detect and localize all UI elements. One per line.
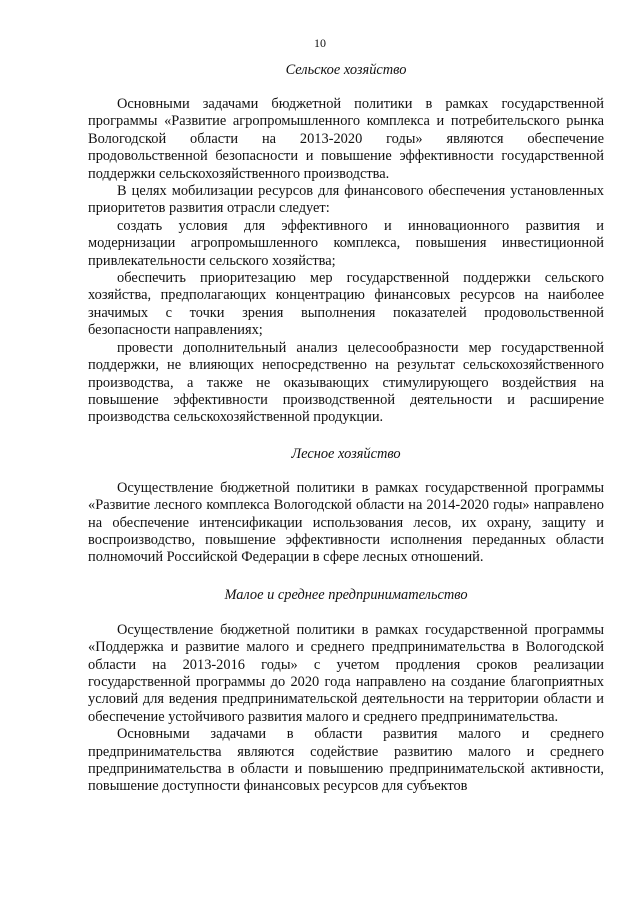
section-heading-agriculture: Сельское хозяйство <box>285 62 407 78</box>
page-content <box>88 62 604 796</box>
list-item-paragraph: создать условия для эффективного и инновационного развития и модернизации агропромышленного комплекса, повышения инвестиционной привлекательности сельского хозяйства; <box>88 217 604 269</box>
paragraph: Основными задачами в области развития малого и среднего предпринимательства являются содействие развитию малого и среднего предпринимательства в области и повышению предпринимательской активности, повышение доступности финансовых ресурсов для субъектов <box>88 726 604 795</box>
paragraph: Основными задачами бюджетной политики в рамках государственной программы «Развитие агропромышленного комплекса и потребительского рынка Вологодской области на 2013-2020 годы» являются обеспечение продовольственной безопасности и повышение эффективности государственной поддержки сельскохозяйственного производства. <box>88 96 604 182</box>
paragraph: Осуществление бюджетной политики в рамках государственной программы «Поддержка и развитие малого и среднего предпринимательства в Вологодской области на 2013-2016 годы» с учетом продления сроков реализации государственной программы до 2020 года направлено на создание благоприятных условий для ведения предпринимательской деятельности на территории области и обеспечение устойчивого развития малого и среднего предпринимательства. <box>88 621 604 725</box>
section-heading-small-business: Малое и среднее предпринимательство <box>224 586 468 603</box>
section-heading-forestry: Лесное хозяйство <box>291 445 401 462</box>
page-number: 10 <box>314 36 326 50</box>
paragraph: В целях мобилизации ресурсов для финансового обеспечения установленных приоритетов развития отрасли следует: <box>88 183 604 217</box>
list-item-paragraph: обеспечить приоритезацию мер государственной поддержки сельского хозяйства, предполагающих концентрацию финансовых ресурсов на наиболее значимых с точки зрения выполнения показателей продовольственной безопасности направлениях; <box>88 270 604 339</box>
paragraph: Осуществление бюджетной политики в рамках государственной программы «Развитие лесного комплекса Вологодской области на 2014-2020 годы» направлено на обеспечение интенсификации использования лесов, их охрану, защиту и воспроизводство, повышение эффективности исполнения переданных области полномочий Российской Федерации в сфере лесных отношений. <box>88 479 604 566</box>
list-item-paragraph: провести дополнительный анализ целесообразности мер государственной поддержки, не влияющих непосредственно на результат сельскохозяйственного производства, а также не оказывающих стимулирующего воздействия на повышение эффективности производственной деятельности и расширение производства сельскохозяйственной продукции. <box>88 339 604 426</box>
